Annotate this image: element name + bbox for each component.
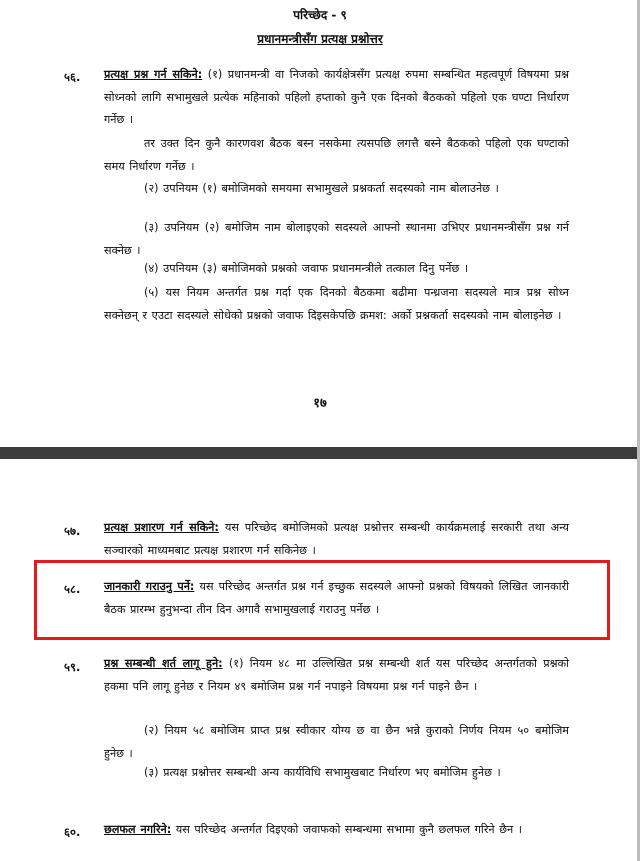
rule-60-text: यस परिच्छेद अन्तर्गत दिइएको जवाफको सम्बन्धमा सभामा कुनै छलफल गरिने छैन । (171, 823, 523, 836)
rule-56-paragraph-2: तर उक्त दिन कुनै कारणवश बैठक बस्न नसकेमा त्यसपछि लगत्तै बस्ने बैठकको पहिलो एक घण्टाको समय निर्धारण गर्नेछ । (104, 137, 569, 173)
rule-59-paragraph-1 (104, 653, 569, 698)
rule-59-number: ५९. (64, 660, 81, 674)
rule-56-paragraph-6: (५) यस नियम अन्तर्गत प्रश्न गर्दा एक दिनको बैठकमा बढीमा पन्ध्रजना सदस्यले मात्र प्रश्न सोध्न सक्नेछन् र एउटा सदस्यले सोधेको प्रश्नको जवाफ दिइसकेपछि क्रमश: अर्को प्रश्नकर्ता सदस्यको नाम बोलाइनेछ । (104, 286, 569, 322)
rule-59-paragraph-2: (२) नियम ५८ बमोजिम प्राप्त प्रश्न स्वीकार योग्य छ वा छैन भन्ने कुराको निर्णय नियम ५० बमोजिम हुनेछ । (104, 724, 569, 760)
highlight-box (34, 560, 610, 640)
rule-60-title: छलफल नगरिने: (104, 823, 172, 836)
rule-56-text: (१) प्रधानमन्त्री वा निजको कार्यक्षेत्रसँग प्रत्यक्ष रुपमा सम्बन्धित महत्वपूर्ण विषयमा प्रश्न सोध्नको लागि सभामुखले प्रत्येक महिनाको पहिलो हप्ताको कुनै एक दिनको बैठकको पहिलो एक घण्टा निर्धारण गर्नेछ । (104, 68, 569, 126)
rule-56-title: प्रत्यक्ष प्रश्न गर्न सकिने: (104, 68, 203, 81)
chapter-subheading: प्रधानमन्त्रीसँग प्रत्यक्ष प्रश्नोत्तर (257, 32, 383, 46)
rule-56-paragraph-3: (२) उपनियम (१) बमोजिमको समयमा सभामुखले प्रश्नकर्ता सदस्यको नाम बोलाउनेछ । (144, 182, 499, 195)
rule-57-paragraph (104, 517, 569, 562)
rule-59-title: प्रश्न सम्बन्धी शर्त लागू हुने: (104, 657, 223, 670)
rule-56-paragraph-4: (३) उपनियम (२) बमोजिम नाम बोलाइएको सदस्यले आफ्नो स्थानमा उभिएर प्रधानमन्त्रीसँग प्रश्न गर्न सक्नेछ । (104, 221, 569, 257)
rule-56-paragraph-1 (104, 64, 569, 132)
rule-59-paragraph-3: (३) प्रत्यक्ष प्रश्नोत्तर सम्बन्धी अन्य कार्यविधि सभामुखबाट निर्धारण भए बमोजिम हुनेछ । (144, 766, 501, 779)
rule-58-title: जानकारी गराउनु पर्ने: (104, 580, 195, 593)
rule-57-text: यस परिच्छेद बमोजिमको प्रत्यक्ष प्रश्नोत्तर सम्बन्धी कार्यक्रमलाई सरकारी तथा अन्य सञ्चारको माध्यमबाट प्रत्यक्ष प्रशारण गर्न सकिनेछ । (104, 521, 569, 557)
page-number: १७ (313, 396, 327, 411)
rule-58-text: यस परिच्छेद अन्तर्गत प्रश्न गर्न इच्छुक सदस्यले आफ्नो प्रश्नको विषयको लिखित जानकारी बैठक प्रारम्भ हुनुभन्दा तीन दिन अगावै सभामुखलाई गराउनु पर्नेछ । (104, 580, 569, 616)
rule-56-paragraph-5: (४) उपनियम (३) बमोजिमको प्रश्नको जवाफ प्रधानमन्त्रीले तत्काल दिनु पर्नेछ । (144, 262, 469, 275)
page-separator (0, 447, 640, 459)
rule-59-text: (१) नियम ४८ मा उल्लिखित प्रश्न सम्बन्धी शर्त यस परिच्छेद अन्तर्गतको प्रश्नको हकमा पनि लागू हुनेछ र नियम ४९ बमोजिम प्रश्न गर्न नपाइने विषयमा प्रश्न गर्न पाइने छैन । (104, 657, 569, 693)
rule-60-paragraph (104, 819, 569, 842)
rule-56-number: ५६. (64, 70, 81, 84)
rule-58-number: ५८. (64, 582, 81, 596)
rule-60-number: ६०. (64, 825, 81, 839)
rule-57-title: प्रत्यक्ष प्रशारण गर्न सकिने: (104, 521, 219, 534)
chapter-heading: परिच्छेद - ९ (293, 8, 347, 22)
rule-57-number: ५७. (64, 524, 81, 538)
